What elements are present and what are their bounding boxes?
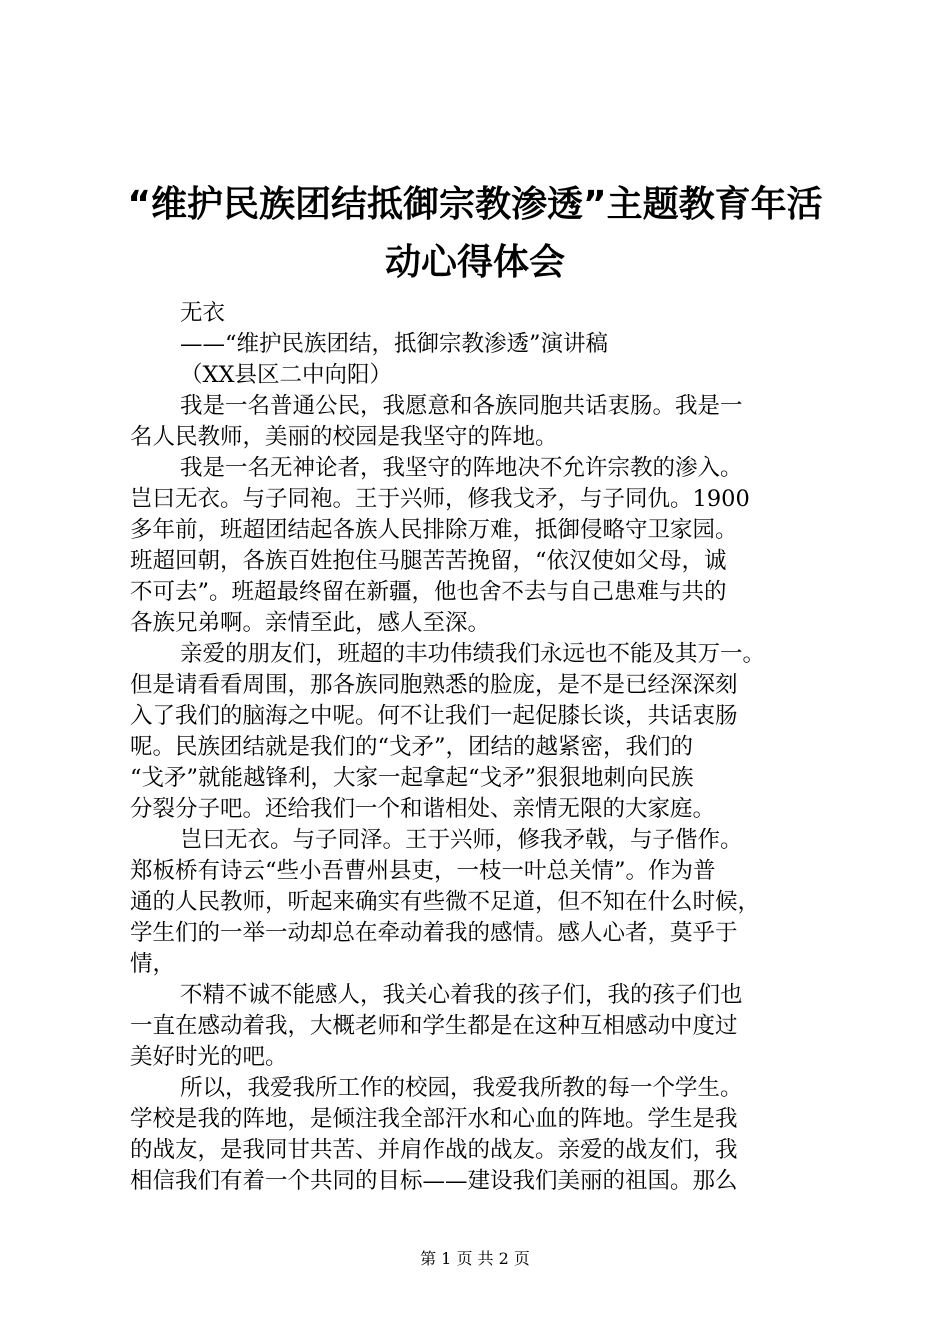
body-line: 亲爱的朋友们，班超的丰功伟绩我们永远也不能及其万一。: [180, 641, 766, 667]
body-line: 呢。民族团结就是我们的“戈矛”，团结的越紧密，我们的: [130, 734, 694, 760]
body-line: 所以，我爱我所工作的校园，我爱我所教的每一个学生。: [180, 1075, 743, 1101]
body-line: 班超回朝，各族百姓抱住马腿苦苦挽留，“依汉使如父母，诚: [130, 548, 727, 574]
body-line: 一直在感动着我，大概老师和学生都是在这种互相感动中度过: [130, 1013, 738, 1039]
body-line: 名人民教师，美丽的校园是我坚守的阵地。: [130, 424, 558, 450]
body-line: 入了我们的脑海之中呢。何不让我们一起促膝长谈，共话衷肠: [130, 703, 738, 729]
document-title: [110, 176, 840, 292]
body-line: 学校是我的阵地，是倾注我全部汗水和心血的阵地。学生是我: [130, 1106, 738, 1132]
body-line: 不精不诚不能感人，我关心着我的孩子们，我的孩子们也: [180, 982, 743, 1008]
body-line: 多年前，班超团结起各族人民排除万难，抵御侵略守卫家园。: [130, 517, 738, 543]
body-line: “戈矛”就能越锋利，大家一起拿起“戈矛”狠狠地刺向民族: [130, 765, 694, 791]
body-line: 学生们的一举一动却总在牵动着我的感情。感人心者，莫乎于: [130, 920, 738, 946]
page-footer: 第 1 页 共 2 页: [420, 1249, 530, 1268]
title-line: 动心得体会: [384, 242, 565, 283]
body-line: 美好时光的吧。: [130, 1044, 288, 1070]
body-line: 的战友，是我同甘共苦、并肩作战的战友。亲爱的战友们，我: [130, 1137, 738, 1163]
body-line: 但是请看看周围，那各族同胞熟悉的脸庞，是不是已经深深刻: [130, 672, 738, 698]
body-line: 岂曰无衣。与子同泽。王于兴师，修我矛戟，与子偕作。: [180, 827, 743, 853]
body-line: 通的人民教师，听起来确实有些微不足道，但不知在什么时候，: [130, 889, 761, 915]
body-line: 我是一名无神论者，我坚守的阵地决不允许宗教的渗入。: [180, 455, 743, 481]
body-line: 分裂分子吧。还给我们一个和谐相处、亲情无限的大家庭。: [130, 796, 716, 822]
body-line: 郑板桥有诗云“些小吾曹州县吏，一枝一叶总关情”。作为普: [130, 858, 716, 884]
body-line: 不可去”。班超最终留在新疆，他也舍不去与自己患难与共的: [130, 579, 727, 605]
speech-subtitle: ——“维护民族团结，抵御宗教渗透”演讲稿: [180, 331, 609, 357]
body-line: 相信我们有着一个共同的目标——建设我们美丽的祖国。那么: [130, 1168, 738, 1194]
body-line: 情，: [130, 951, 176, 977]
body-line: 岂曰无衣。与子同袍。王于兴师，修我戈矛，与子同仇。1900: [130, 486, 750, 512]
body-line: 我是一名普通公民，我愿意和各族同胞共话衷肠。我是一: [180, 393, 743, 419]
document-body: [130, 298, 830, 1197]
title-line: “维护民族团结抵御宗教渗透”主题教育年活: [127, 184, 823, 225]
body-line: 各族兄弟啊。亲情至此，感人至深。: [130, 610, 491, 636]
author-line: （XX县区二中向阳）: [180, 362, 393, 388]
poem-title: 无衣: [180, 300, 226, 326]
